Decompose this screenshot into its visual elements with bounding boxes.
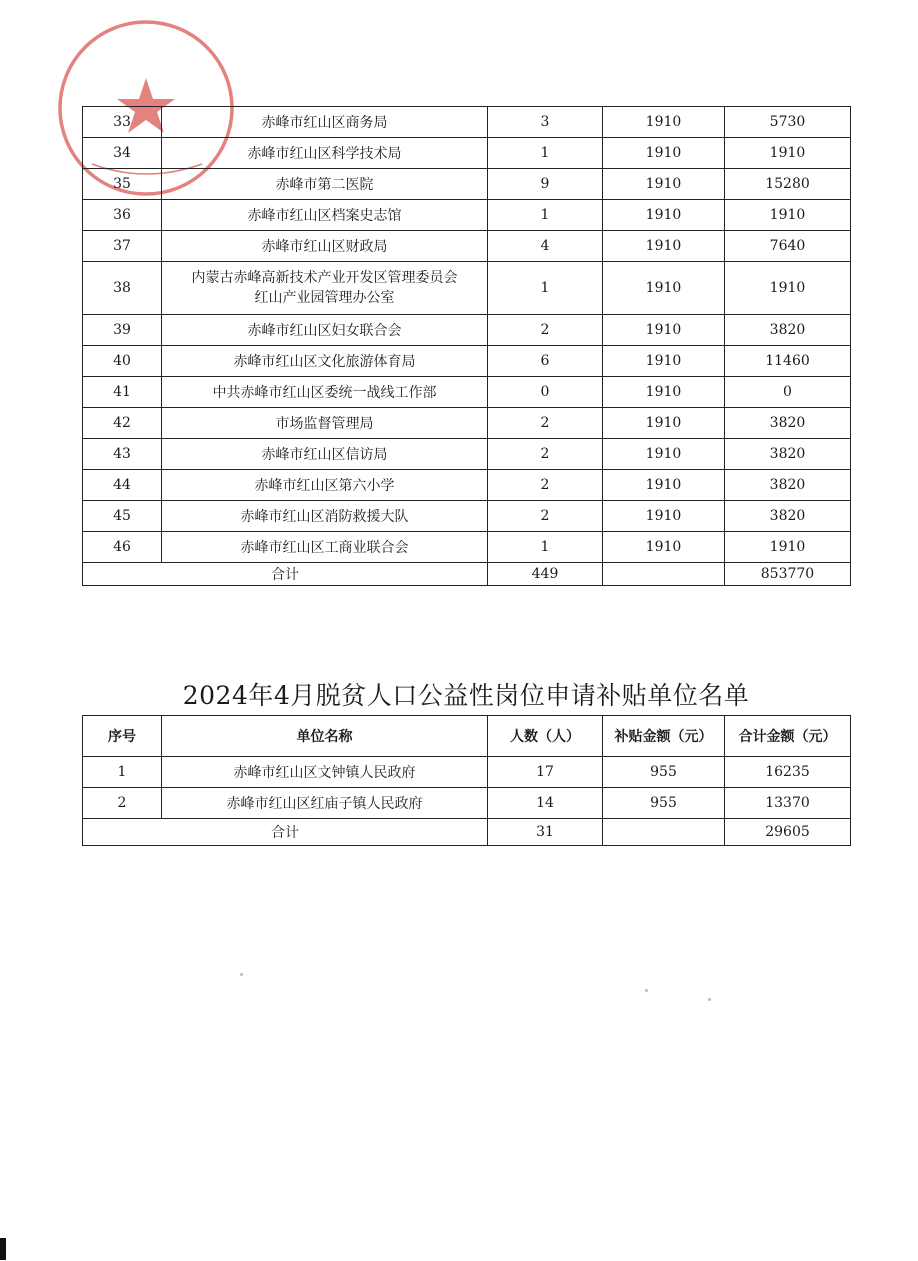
person-count: 1 (488, 200, 603, 231)
total-amount: 15280 (725, 169, 851, 200)
unit-name: 赤峰市红山区信访局 (162, 439, 488, 470)
total-count: 449 (488, 563, 603, 586)
subsidy-amount: 1910 (603, 315, 725, 346)
total-amount: 5730 (725, 107, 851, 138)
subsidy-amount: 1910 (603, 532, 725, 563)
person-count: 2 (488, 408, 603, 439)
table-row (83, 408, 851, 439)
table-row (83, 377, 851, 408)
table-row (83, 532, 851, 563)
total-amount: 0 (725, 377, 851, 408)
header-index: 序号 (83, 716, 162, 757)
total-amount: 1910 (725, 138, 851, 169)
header-total: 合计金额（元） (725, 716, 851, 757)
row-index: 43 (83, 439, 162, 470)
subsidy-amount: 1910 (603, 107, 725, 138)
unit-name: 赤峰市第二医院 (162, 169, 488, 200)
person-count: 2 (488, 470, 603, 501)
total-amount: 16235 (725, 757, 851, 788)
subsidy-amount: 1910 (603, 439, 725, 470)
subsidy-table-april (82, 715, 851, 846)
header-row (83, 716, 851, 757)
person-count: 1 (488, 262, 603, 315)
subsidy-amount: 1910 (603, 200, 725, 231)
unit-name: 赤峰市红山区红庙子镇人民政府 (162, 788, 488, 819)
total-amount: 3820 (725, 439, 851, 470)
total-subsidy-empty (603, 819, 725, 846)
table-row (83, 138, 851, 169)
total-amount: 3820 (725, 315, 851, 346)
total-amount: 7640 (725, 231, 851, 262)
table-row (83, 788, 851, 819)
subsidy-amount: 1910 (603, 169, 725, 200)
row-index: 39 (83, 315, 162, 346)
unit-name: 市场监督管理局 (162, 408, 488, 439)
subsidy-amount: 955 (603, 788, 725, 819)
row-index: 2 (83, 788, 162, 819)
total-amount: 11460 (725, 346, 851, 377)
row-index: 1 (83, 757, 162, 788)
total-amount: 3820 (725, 501, 851, 532)
unit-name: 赤峰市红山区文化旅游体育局 (162, 346, 488, 377)
table-row (83, 346, 851, 377)
row-index: 40 (83, 346, 162, 377)
unit-name: 中共赤峰市红山区委统一战线工作部 (162, 377, 488, 408)
total-amount: 1910 (725, 200, 851, 231)
table-row (83, 200, 851, 231)
subsidy-amount: 1910 (603, 377, 725, 408)
page-edge-mark (0, 1238, 6, 1260)
unit-name: 赤峰市红山区文钟镇人民政府 (162, 757, 488, 788)
unit-name-line2: 红山产业园管理办公室 (254, 290, 395, 306)
subsidy-amount: 1910 (603, 470, 725, 501)
subsidy-amount: 1910 (603, 262, 725, 315)
person-count: 9 (488, 169, 603, 200)
table-row (83, 757, 851, 788)
total-amount-sum: 29605 (725, 819, 851, 846)
total-label: 合计 (83, 563, 488, 586)
person-count: 6 (488, 346, 603, 377)
unit-name: 赤峰市红山区妇女联合会 (162, 315, 488, 346)
subsidy-table-continued (82, 106, 851, 586)
subsidy-amount: 955 (603, 757, 725, 788)
total-count: 31 (488, 819, 603, 846)
table-row (83, 470, 851, 501)
table-row (83, 501, 851, 532)
total-amount: 1910 (725, 532, 851, 563)
total-row (83, 563, 851, 586)
scan-speck (645, 989, 648, 992)
person-count: 2 (488, 501, 603, 532)
row-index: 35 (83, 169, 162, 200)
unit-name: 赤峰市红山区消防救援大队 (162, 501, 488, 532)
scan-speck (240, 973, 243, 976)
person-count: 1 (488, 138, 603, 169)
row-index: 37 (83, 231, 162, 262)
header-unit-name: 单位名称 (162, 716, 488, 757)
row-index: 38 (83, 262, 162, 315)
table-row (83, 107, 851, 138)
subsidy-amount: 1910 (603, 408, 725, 439)
header-subsidy: 补贴金额（元） (603, 716, 725, 757)
section-title: 2024年4月脱贫人口公益性岗位申请补贴单位名单 (182, 681, 750, 710)
total-amount: 3820 (725, 408, 851, 439)
person-count: 2 (488, 439, 603, 470)
unit-name: 赤峰市红山区科学技术局 (162, 138, 488, 169)
unit-name: 赤峰市红山区财政局 (162, 231, 488, 262)
unit-name: 赤峰市红山区档案史志馆 (162, 200, 488, 231)
total-amount-sum: 853770 (725, 563, 851, 586)
header-count: 人数（人） (488, 716, 603, 757)
person-count: 0 (488, 377, 603, 408)
unit-name-line1: 内蒙古赤峰高新技术产业开发区管理委员会 (191, 270, 458, 286)
row-index: 34 (83, 138, 162, 169)
row-index: 44 (83, 470, 162, 501)
subsidy-amount: 1910 (603, 231, 725, 262)
total-subsidy-empty (603, 563, 725, 586)
person-count: 1 (488, 532, 603, 563)
person-count: 2 (488, 315, 603, 346)
person-count: 4 (488, 231, 603, 262)
subsidy-amount: 1910 (603, 501, 725, 532)
total-label: 合计 (83, 819, 488, 846)
table-row (83, 231, 851, 262)
unit-name (162, 262, 488, 315)
total-amount: 13370 (725, 788, 851, 819)
scan-speck (708, 998, 711, 1001)
row-index: 36 (83, 200, 162, 231)
row-index: 42 (83, 408, 162, 439)
unit-name: 赤峰市红山区工商业联合会 (162, 532, 488, 563)
total-amount: 3820 (725, 470, 851, 501)
subsidy-amount: 1910 (603, 138, 725, 169)
unit-name: 赤峰市红山区第六小学 (162, 470, 488, 501)
row-index: 45 (83, 501, 162, 532)
table-row (83, 315, 851, 346)
unit-name: 赤峰市红山区商务局 (162, 107, 488, 138)
table-row (83, 169, 851, 200)
person-count: 17 (488, 757, 603, 788)
row-index: 46 (83, 532, 162, 563)
subsidy-amount: 1910 (603, 346, 725, 377)
table-row (83, 262, 851, 315)
row-index: 33 (83, 107, 162, 138)
person-count: 14 (488, 788, 603, 819)
person-count: 3 (488, 107, 603, 138)
row-index: 41 (83, 377, 162, 408)
total-row (83, 819, 851, 846)
total-amount: 1910 (725, 262, 851, 315)
table-row (83, 439, 851, 470)
